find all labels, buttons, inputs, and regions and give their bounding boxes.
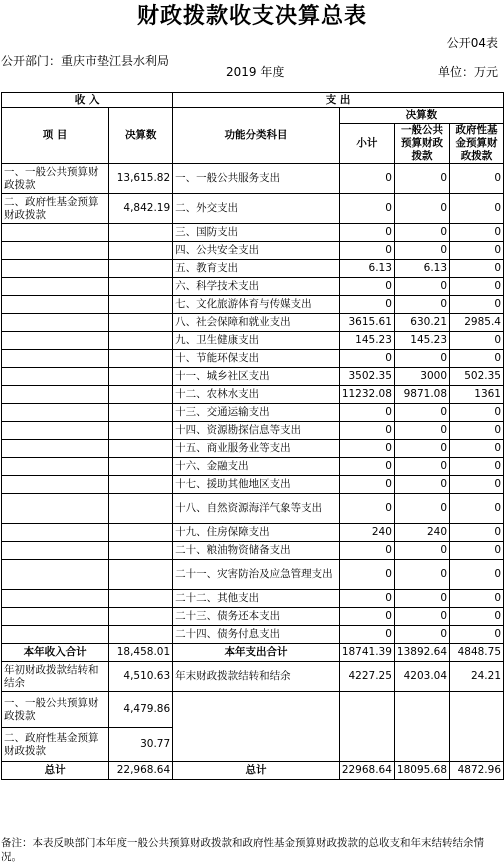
finance-table [1, 92, 504, 780]
expense-subtotal: 0 [339, 164, 394, 194]
table-row [2, 350, 504, 368]
expense-category: 十五、商业服务业等支出 [173, 440, 340, 458]
expense-subtotal: 0 [339, 590, 394, 608]
income-amount [109, 332, 173, 350]
blank-cell [394, 692, 449, 762]
year-expense-total-general: 13892.64 [394, 644, 449, 662]
expense-general: 0 [394, 560, 449, 590]
grand-income-value: 22,968.64 [109, 762, 173, 780]
expense-subtotal: 0 [339, 278, 394, 296]
item-header: 项 目 [2, 108, 109, 164]
unit-label: 单位：万元 [437, 65, 498, 79]
expense-subtotal: 0 [339, 458, 394, 476]
income-amount [109, 404, 173, 422]
carry-end-label: 年末财政拨款结转和结余 [173, 662, 340, 692]
income-amount [109, 542, 173, 560]
income-item [2, 560, 109, 590]
footnote: 备注：本表反映部门本年度一般公共预算财政拨款和政府性基金预算财政拨款的总收支和年末结转结余情况。 [1, 837, 484, 863]
income-item [2, 608, 109, 626]
blank-cell [339, 692, 394, 762]
expense-general: 3000 [394, 368, 449, 386]
income-item [2, 590, 109, 608]
expense-subtotal: 6.13 [339, 260, 394, 278]
year-income-total-label: 本年收入合计 [2, 644, 109, 662]
carry-gov-label: 二、政府性基金预算财政拨款 [2, 728, 109, 762]
func-header: 功能分类科目 [173, 108, 340, 164]
expense-gov-fund: 0 [450, 590, 504, 608]
expense-category: 二、外交支出 [173, 194, 340, 224]
general-header: 一般公共预算财政拨款 [394, 124, 449, 164]
income-amount [109, 560, 173, 590]
income-amount [109, 368, 173, 386]
carry-general-value: 4,479.86 [109, 692, 173, 728]
income-item [2, 458, 109, 476]
income-amount [109, 296, 173, 314]
income-amount: 4,842.19 [109, 194, 173, 224]
income-item [2, 542, 109, 560]
carry-general-row [2, 692, 504, 728]
expense-general: 0 [394, 278, 449, 296]
expense-general: 0 [394, 422, 449, 440]
expense-subtotal: 240 [339, 524, 394, 542]
table-row [2, 332, 504, 350]
carry-begin-value: 4,510.63 [109, 662, 173, 692]
expense-gov-fund: 0 [450, 542, 504, 560]
expense-subtotal: 0 [339, 422, 394, 440]
income-amount [109, 278, 173, 296]
expense-category: 十一、城乡社区支出 [173, 368, 340, 386]
expense-general: 0 [394, 626, 449, 644]
expense-general: 0 [394, 404, 449, 422]
expense-category: 三、国防支出 [173, 224, 340, 242]
expense-general: 630.21 [394, 314, 449, 332]
income-amount [109, 386, 173, 404]
expense-gov-fund: 0 [450, 260, 504, 278]
carry-end-gov-fund: 24.21 [450, 662, 504, 692]
table-row [2, 314, 504, 332]
expense-category: 九、卫生健康支出 [173, 332, 340, 350]
expense-subtotal: 0 [339, 542, 394, 560]
year-total-row [2, 644, 504, 662]
table-row [2, 476, 504, 494]
income-item [2, 386, 109, 404]
table-row [2, 260, 504, 278]
grand-total-row [2, 762, 504, 780]
expense-category: 二十、粮油物资储备支出 [173, 542, 340, 560]
expense-gov-fund: 0 [450, 164, 504, 194]
grand-income-label: 总计 [2, 762, 109, 780]
expense-subtotal: 0 [339, 350, 394, 368]
gov-fund-header: 政府性基金预算财政拨款 [450, 124, 504, 164]
income-item [2, 404, 109, 422]
expense-category: 十二、农林水支出 [173, 386, 340, 404]
table-row [2, 296, 504, 314]
expense-general: 240 [394, 524, 449, 542]
expense-general: 0 [394, 590, 449, 608]
income-item [2, 260, 109, 278]
blank-cell [173, 692, 340, 762]
table-row [2, 560, 504, 590]
expense-category: 十九、住房保障支出 [173, 524, 340, 542]
income-amount [109, 608, 173, 626]
expense-gov-fund: 0 [450, 404, 504, 422]
expense-general: 6.13 [394, 260, 449, 278]
income-item [2, 476, 109, 494]
expense-gov-fund: 502.35 [450, 368, 504, 386]
expense-general: 0 [394, 164, 449, 194]
expense-gov-fund: 0 [450, 440, 504, 458]
income-amount [109, 260, 173, 278]
table-row [2, 524, 504, 542]
expense-general: 0 [394, 542, 449, 560]
income-amount [109, 590, 173, 608]
table-row [2, 242, 504, 260]
year-expense-total-label: 本年支出合计 [173, 644, 340, 662]
expense-subtotal: 0 [339, 404, 394, 422]
expense-general: 0 [394, 224, 449, 242]
expense-general: 0 [394, 458, 449, 476]
expense-gov-fund: 0 [450, 626, 504, 644]
table-row [2, 626, 504, 644]
table-row [2, 194, 504, 224]
expense-gov-fund: 0 [450, 296, 504, 314]
expense-subtotal: 0 [339, 242, 394, 260]
expense-general: 0 [394, 194, 449, 224]
expense-category: 二十三、债务还本支出 [173, 608, 340, 626]
carry-end-general: 4203.04 [394, 662, 449, 692]
expense-category: 六、科学技术支出 [173, 278, 340, 296]
carry-end-subtotal: 4227.25 [339, 662, 394, 692]
carry-begin-label: 年初财政拨款结转和结余 [2, 662, 109, 692]
income-amount [109, 494, 173, 524]
expense-gov-fund: 0 [450, 476, 504, 494]
expense-subtotal: 0 [339, 476, 394, 494]
expense-category: 一、一般公共服务支出 [173, 164, 340, 194]
expense-gov-fund: 0 [450, 278, 504, 296]
table-code: 公开04表 [446, 36, 498, 50]
income-item [2, 314, 109, 332]
income-item [2, 368, 109, 386]
expense-subtotal: 0 [339, 626, 394, 644]
income-item [2, 350, 109, 368]
table-row [2, 458, 504, 476]
expense-category: 十六、金融支出 [173, 458, 340, 476]
expense-gov-fund: 0 [450, 524, 504, 542]
income-item [2, 296, 109, 314]
income-amount [109, 350, 173, 368]
table-row [2, 404, 504, 422]
expense-gov-fund: 0 [450, 242, 504, 260]
grand-expense-label: 总计 [173, 762, 340, 780]
expense-subtotal: 3502.35 [339, 368, 394, 386]
table-row [2, 278, 504, 296]
expense-subtotal: 0 [339, 494, 394, 524]
expense-gov-fund: 0 [450, 494, 504, 524]
expense-subtotal: 0 [339, 296, 394, 314]
table-row [2, 440, 504, 458]
income-item [2, 494, 109, 524]
income-item [2, 626, 109, 644]
income-item [2, 278, 109, 296]
grand-expense-gov-fund: 4872.96 [450, 762, 504, 780]
grand-expense-subtotal: 22968.64 [339, 762, 394, 780]
income-item [2, 332, 109, 350]
expense-gov-fund: 0 [450, 608, 504, 626]
expense-gov-fund: 0 [450, 224, 504, 242]
income-amount [109, 440, 173, 458]
table-row [2, 542, 504, 560]
expense-general: 145.23 [394, 332, 449, 350]
expense-gov-fund: 0 [450, 458, 504, 476]
table-row [2, 368, 504, 386]
income-amount [109, 224, 173, 242]
income-amount [109, 242, 173, 260]
expense-general: 0 [394, 608, 449, 626]
expense-category: 五、教育支出 [173, 260, 340, 278]
expense-category: 二十二、其他支出 [173, 590, 340, 608]
carry-row [2, 662, 504, 692]
expense-gov-fund: 0 [450, 332, 504, 350]
income-item [2, 224, 109, 242]
expense-subtotal: 0 [339, 194, 394, 224]
department-label: 公开部门：重庆市垫江县水利局 [1, 54, 170, 68]
year-expense-total-subtotal: 18741.39 [339, 644, 394, 662]
expense-category: 八、社会保障和就业支出 [173, 314, 340, 332]
table-row [2, 164, 504, 194]
income-amount [109, 314, 173, 332]
table-row [2, 422, 504, 440]
expense-category: 七、文化旅游体育与传媒支出 [173, 296, 340, 314]
expense-category: 十七、援助其他地区支出 [173, 476, 340, 494]
expense-general: 0 [394, 350, 449, 368]
expense-general: 9871.08 [394, 386, 449, 404]
grand-expense-general: 18095.68 [394, 762, 449, 780]
expense-gov-fund: 2985.4 [450, 314, 504, 332]
income-amount [109, 422, 173, 440]
expense-gov-fund: 0 [450, 560, 504, 590]
income-item: 二、政府性基金预算财政拨款 [2, 194, 109, 224]
expense-gov-fund: 1361 [450, 386, 504, 404]
expense-general: 0 [394, 494, 449, 524]
table-row [2, 608, 504, 626]
income-amount [109, 524, 173, 542]
expense-general: 0 [394, 242, 449, 260]
expense-subtotal: 0 [339, 224, 394, 242]
expense-category: 二十四、债务付息支出 [173, 626, 340, 644]
expense-category: 十八、自然资源海洋气象等支出 [173, 494, 340, 524]
report-title: 财政拨款收支决算总表 [136, 4, 367, 29]
expense-subtotal: 0 [339, 560, 394, 590]
expense-category: 十四、资源勘探信息等支出 [173, 422, 340, 440]
expense-gov-fund: 0 [450, 422, 504, 440]
income-item [2, 440, 109, 458]
carry-general-label: 一、一般公共预算财政拨款 [2, 692, 109, 728]
expense-gov-fund: 0 [450, 350, 504, 368]
income-amount [109, 476, 173, 494]
expense-gov-fund: 0 [450, 194, 504, 224]
expense-general: 0 [394, 296, 449, 314]
final-header: 决算数 [339, 108, 503, 124]
year-income-total-value: 18,458.01 [109, 644, 173, 662]
expense-subtotal: 0 [339, 440, 394, 458]
expense-category: 十、节能环保支出 [173, 350, 340, 368]
year-expense-total-gov-fund: 4848.75 [450, 644, 504, 662]
expense-header: 支 出 [173, 93, 504, 108]
expense-subtotal: 0 [339, 608, 394, 626]
expense-category: 十三、交通运输支出 [173, 404, 340, 422]
table-row [2, 386, 504, 404]
table-row [2, 224, 504, 242]
expense-subtotal: 3615.61 [339, 314, 394, 332]
expense-category: 二十一、灾害防治及应急管理支出 [173, 560, 340, 590]
income-item: 一、一般公共预算财政拨款 [2, 164, 109, 194]
expense-category: 四、公共安全支出 [173, 242, 340, 260]
year-label: 2019 年度 [226, 65, 285, 79]
expense-general: 0 [394, 440, 449, 458]
income-header: 收 入 [2, 93, 173, 108]
expense-subtotal: 145.23 [339, 332, 394, 350]
income-amount [109, 626, 173, 644]
income-item [2, 242, 109, 260]
blank-cell [450, 692, 504, 762]
expense-subtotal: 11232.08 [339, 386, 394, 404]
table-row [2, 590, 504, 608]
income-amount [109, 458, 173, 476]
income-amount: 13,615.82 [109, 164, 173, 194]
amount-header: 决算数 [109, 108, 173, 164]
subtotal-header: 小计 [339, 124, 394, 164]
income-item [2, 422, 109, 440]
carry-gov-value: 30.77 [109, 728, 173, 762]
income-item [2, 524, 109, 542]
table-row [2, 494, 504, 524]
expense-general: 0 [394, 476, 449, 494]
